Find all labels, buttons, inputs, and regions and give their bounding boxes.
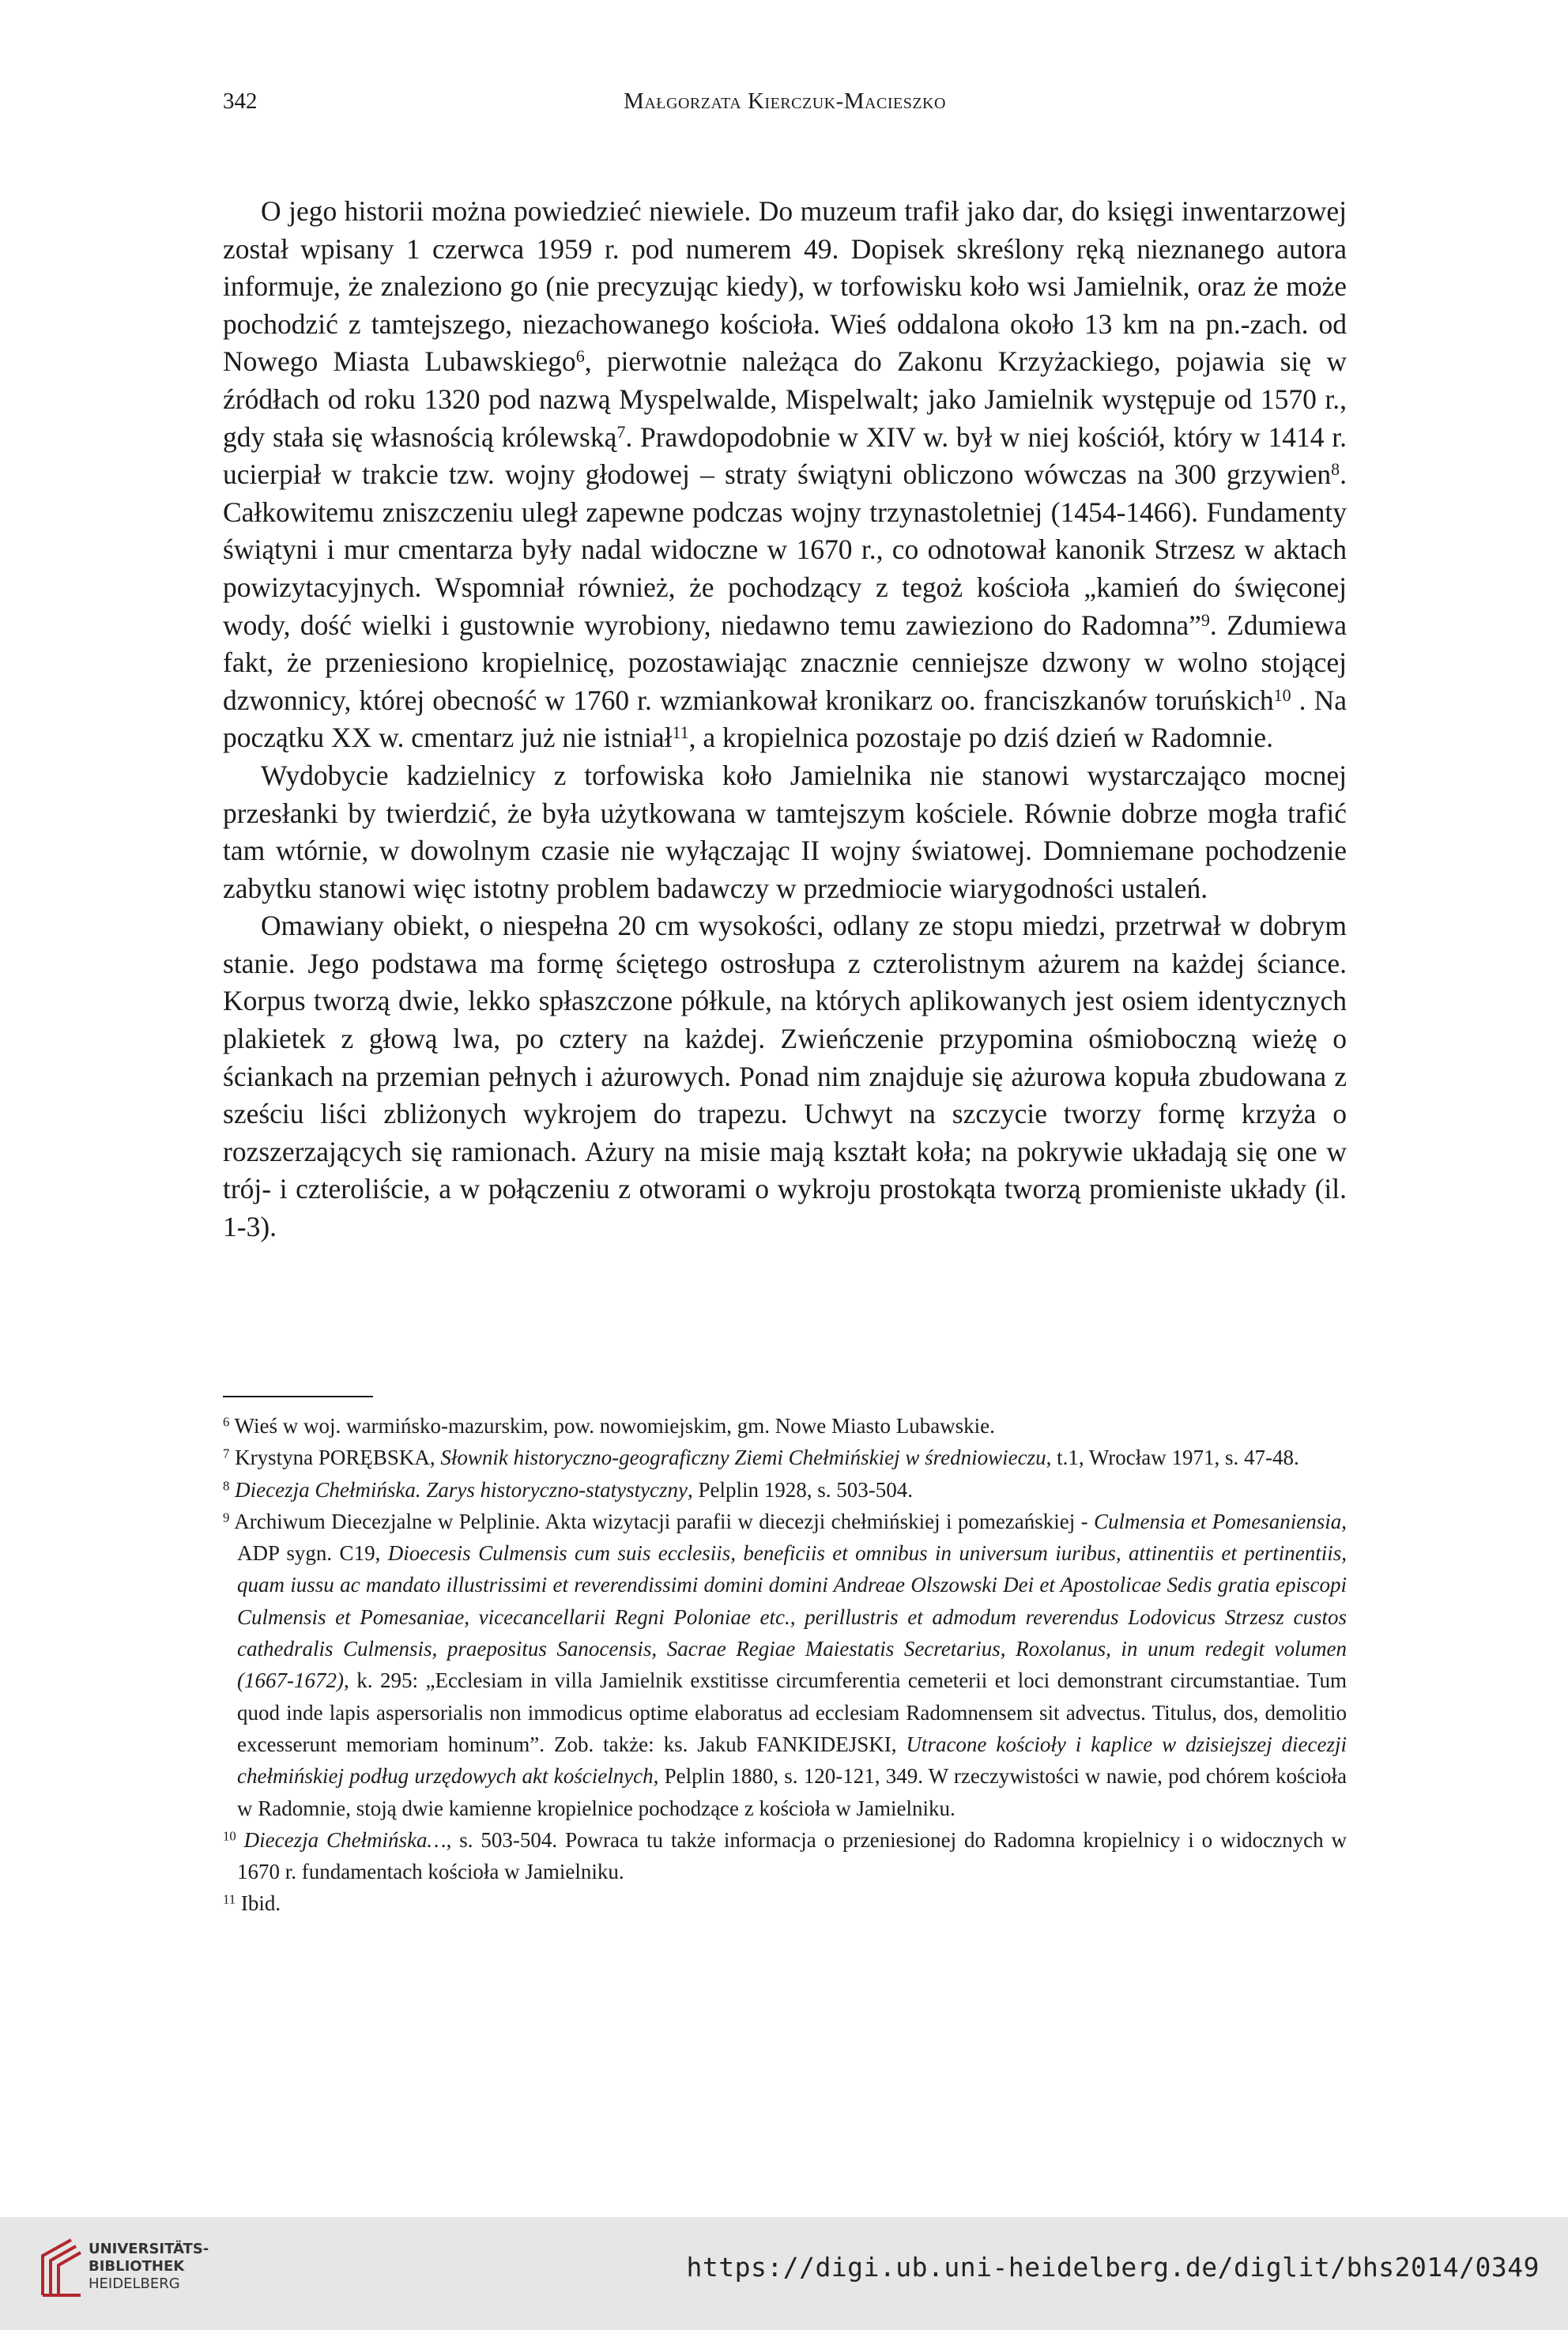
- document-url[interactable]: https://digi.ub.uni-heidelberg.de/diglit/bhs2014/0349: [686, 2252, 1540, 2283]
- footnote-9: $^9$ Archiwum Diecezjalne w Pelplinie. Akta wizytacji parafii w diecezji chełmińskiej i pomezańskiej - Culmensia et Pomesaniensia, ADP sygn. C19, Dioecesis Culmensis cum suis ecclesiis, beneficiis et omnibus in universum iuribus, attinentiis et pertinentiis, quam iussu ac mandato illustrissimi et reverendissimi domini domini Andreae Olszowski Dei et Apostolicae Sedis gratia episcopi Culmensis et Pomesaniae, vicecancellarii Regni Poloniae etc., perillustris et admodum reverendus Lodovicus Strzesz custos cathedralis Culmensis, praepositus Sanocensis, Sacrae Regiae Maiestatis Secretarius, Roxolanus, in unum redegit volumen (1667-1672), k. 295: „Ecclesiam in villa Jamielnik exstitisse circumferentia cemeterii et loci demonstrant circumstantiae. Tum quod inde lapis aspersorialis non immodicus optime elaboratus ad ecclesiam Radomnensem sit advectus. Titulus, dos, demolitio excesserunt memoriam hominum”. Zob. także: ks. Jakub FANKIDEJSKI, Utracone kościoły i kaplice w dzisiejszej diecezji chełmińskiej podług urzędowych akt kościelnych, Pelplin 1880, s. 120-121, 349. W rzeczywistości w nawie, pod chórem kościoła w Radomnie, stoją dwie kamienne kropielnice pochodzące z kościoła w Jamielniku.: [223, 1509, 1347, 1820]
- paragraph-3: Omawiany obiekt, o niespełna 20 cm wysokości, odlany ze stopu miedzi, przetrwał w dobrym stanie. Jego podstawa ma formę ściętego ostrosłupa z czterolistnym ażurem na każdej ściance. Korpus tworzą dwie, lekko spłaszczone półkule, na których aplikowanych jest osiem identycznych plakietek z głową lwa, po cztery na każdej. Zwieńczenie przypomina ośmioboczną wieżę o ściankach na przemian pełnych i ażurowych. Ponad nim znajduje się ażurowa kopuła zbudowana z sześciu liści zbliżonych wykrojem do trapezu. Uchwyt na szczycie tworzy formę krzyża o rozszerzających się ramionach. Ażury na misie mają kształt koła; na pokrywie układają się one w trój- i czteroliście, a w połączeniu z otworami o wykroju prostokąta tworzą promieniste układy (il. 1-3).: [223, 910, 1347, 1243]
- footnote-ref-10[interactable]: 10: [1273, 684, 1291, 705]
- footnote-ref-9[interactable]: 9: [1200, 609, 1210, 630]
- running-header: [223, 89, 1347, 125]
- footnote-11: $^{11}$ Ibid.: [223, 1891, 281, 1916]
- footnote-ref-11[interactable]: 11: [672, 722, 689, 743]
- footnote-8: $^8$ Diecezja Chełmińska. Zarys historyczno-statystyczny, Pelplin 1928, s. 503-504.: [223, 1477, 914, 1502]
- footnote-10: $^{10}$ Diecezja Chełmińska…, s. 503-504. Powraca tu także informacja o przeniesionej do Radomna kropielnicy i o widocznych w 1670 r. fundamentach kościoła w Jamielniku.: [223, 1827, 1348, 1884]
- footnote-separator: [223, 1396, 373, 1397]
- body-text: [223, 193, 1347, 1246]
- footnote-7: $^7$ Krystyna PORĘBSKA, Słownik historyczno-geograficzny Ziemi Chełmińskiej w średniowieczu, t.1, Wrocław 1971, s. 47-48.: [223, 1446, 1299, 1470]
- paragraph-2: Wydobycie kadzielnicy z torfowiska koło Jamielnika nie stanowi wystarczająco mocnej przesłanki by twierdzić, że była użytkowana w tamtejszym kościele. Równie dobrze mogła trafić tam wtórnie, w dowolnym czasie nie wyłączając II wojny światowej. Domniemane pochodzenie zabytku stanowi więc istotny problem badawczy w przedmiocie wiarygodności ustaleń.: [223, 759, 1347, 904]
- footnote-ref-8[interactable]: 8: [1331, 459, 1340, 480]
- paragraph-1: O jego historii można powiedzieć niewiele. Do muzeum trafił jako dar, do księgi inwentarzowej został wpisany 1 czerwca 1959 r. pod numerem 49. Dopisek skreślony ręką nieznanego autora informuje, że znaleziono go (nie precyzując kiedy), w torfowisku koło wsi Jamielnik, oraz że może pochodzić z tamtejszego, niezachowanego kościoła. Wieś oddalona około 13 km na pn.-zach. od Nowego Miasta Lubawskiego$^6$, pierwotnie należąca do Zakonu Krzyżackiego, pojawia się w źródłach od roku 1320 pod nazwą Myspelwalde, Mispelwalt; jako Jamielnik występuje od 1570 r., gdy stała się własnością królewską$^7$. Prawdopodobnie w XIV w. był w niej kościół, który w 1414 r. ucierpiał w trakcie tzw. wojny głodowej – straty świątyni obliczono wówczas na 300 grzywien$^8$. Całkowitemu zniszczeniu uległ zapewne podczas wojny trzynastoletniej (1454-1466). Fundamenty świątyni i mur cmentarza były nadal widoczne w 1670 r., co odnotował kanonik Strzesz w aktach powizytacyjnych. Wspomniał również, że pochodzący z tegoż kościoła „kamień do święconej wody, dość wielki i gustownie wyrobiony, niedawno temu zawieziono do Radomna”$^9$. Zdumiewa fakt, że przeniesiono kropielnicę, pozostawiając znacznie cenniejsze dzwony w wolno stojącej dzwonnicy, której obecność w 1760 r. wzmiankował kronikarz oo. franciszkanów toruńskich$^{10}$ . Na początku XX w. cmentarz już nie istniał$^{11}$, a kropielnica pozostaje po dziś dzień w Radomnie.: [223, 195, 1347, 754]
- viewer-footer-bar: [0, 2217, 1568, 2330]
- footnote-ref-6[interactable]: 6: [575, 346, 585, 367]
- library-logo-text: UNIVERSITÄTS- BIBLIOTHEK HEIDELBERG: [89, 2241, 209, 2292]
- footnotes: [223, 1410, 1347, 1920]
- library-logo-icon: [40, 2237, 84, 2298]
- footnote-ref-7[interactable]: 7: [616, 421, 626, 442]
- library-logo[interactable]: [40, 2233, 213, 2312]
- page-number: 342: [223, 89, 258, 114]
- footnote-6: $^6$ Wieś w woj. warmińsko-mazurskim, pow. nowomiejskim, gm. Nowe Miasto Lubawskie.: [223, 1414, 995, 1438]
- header-author: Małgorzata Kierczuk-Macieszko: [624, 89, 946, 114]
